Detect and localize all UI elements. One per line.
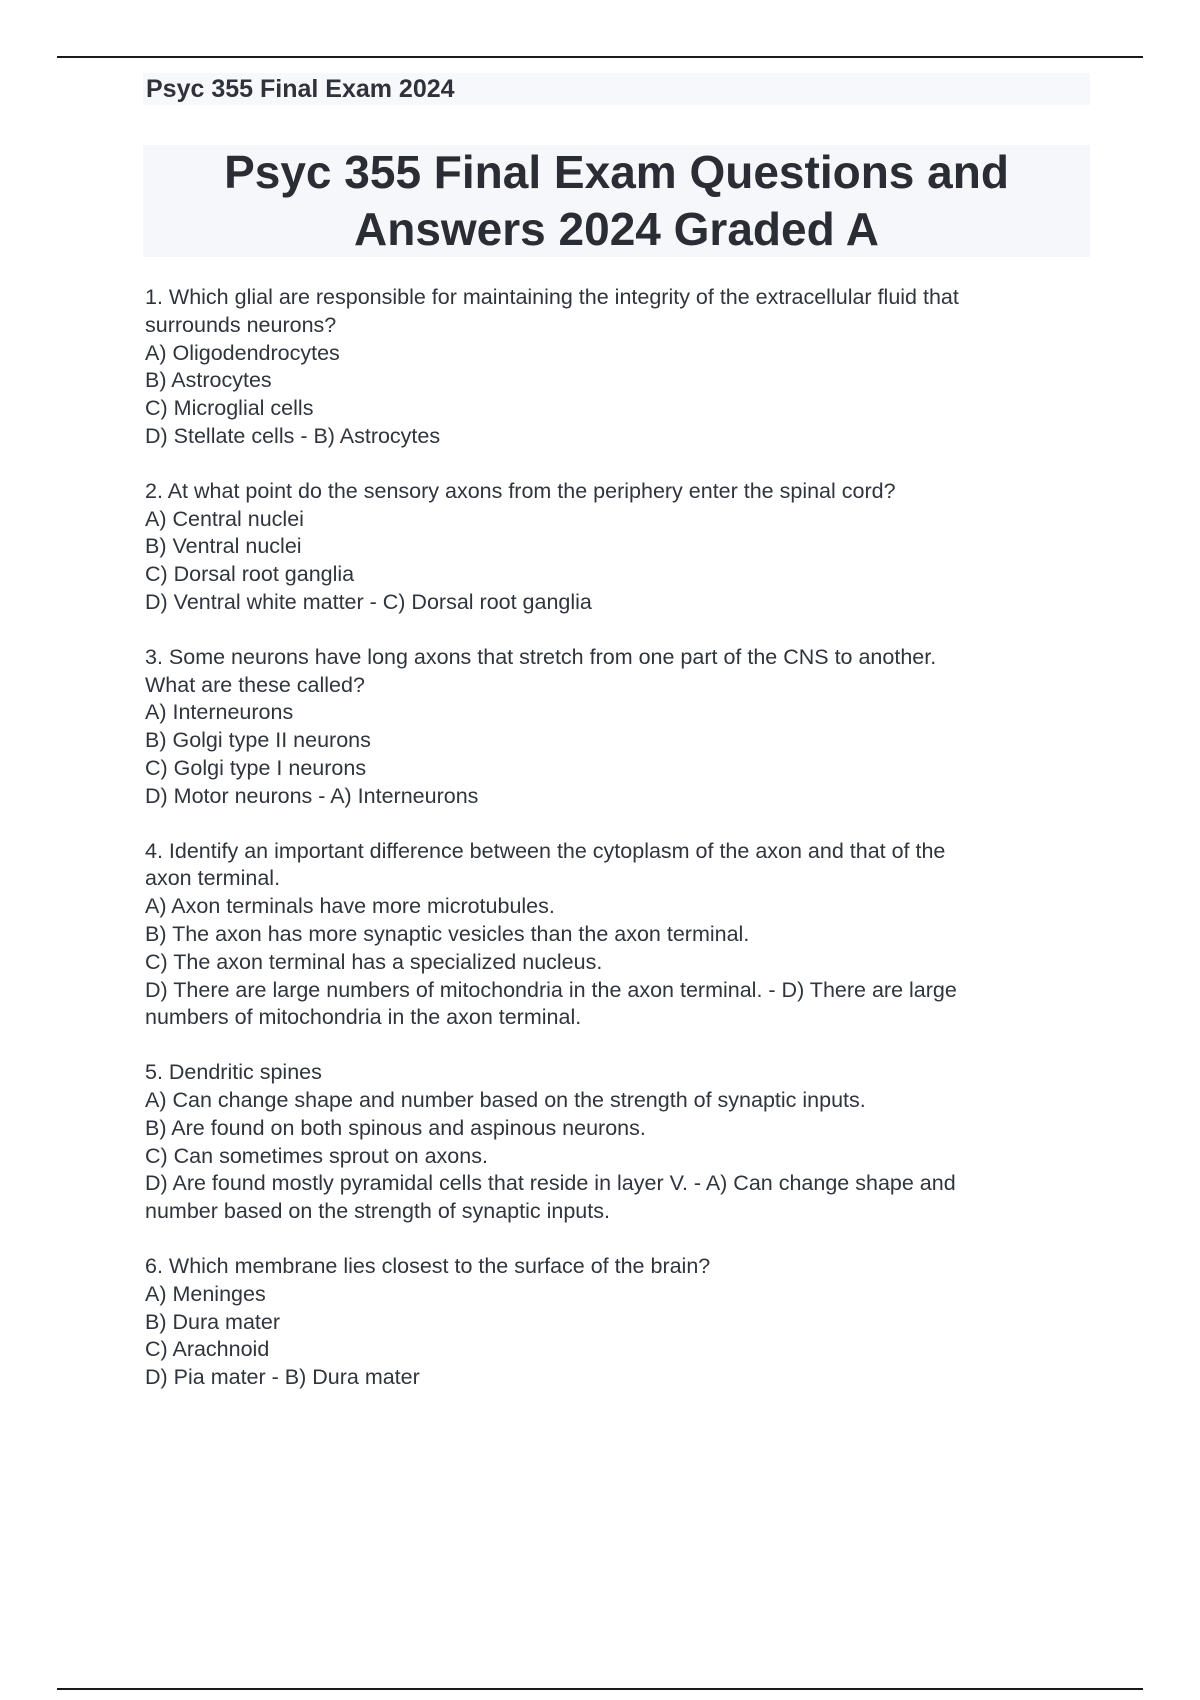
answer-option: C) Arachnoid xyxy=(145,1337,270,1362)
answer-option: C) The axon terminal has a specialized nucleus. xyxy=(145,949,603,974)
title-line-2: Answers 2024 Graded A xyxy=(354,203,879,255)
question-3 xyxy=(145,644,1085,811)
document-header: Psyc 355 Final Exam 2024 xyxy=(146,75,455,103)
answer-option-with-key: D) There are large numbers of mitochondria in the axon terminal. - D) There are large xyxy=(145,977,957,1002)
answer-option-with-key: D) Stellate cells - B) Astrocytes xyxy=(145,423,441,448)
answer-option: B) Are found on both spinous and aspinous neurons. xyxy=(145,1115,646,1140)
answer-option: A) Oligodendrocytes xyxy=(145,340,340,365)
answer-option: B) The axon has more synaptic vesicles than the axon terminal. xyxy=(145,921,750,946)
answer-option: B) Astrocytes xyxy=(145,368,272,393)
question-text: 3. Some neurons have long axons that stretch from one part of the CNS to another. xyxy=(145,644,937,669)
answer-option: C) Golgi type I neurons xyxy=(145,755,367,780)
question-2 xyxy=(145,478,1085,617)
answer-option: B) Golgi type II neurons xyxy=(145,728,371,753)
answer-option-with-key: D) Ventral white matter - C) Dorsal root ganglia xyxy=(145,589,592,614)
answer-option-with-key: D) Motor neurons - A) Interneurons xyxy=(145,783,479,808)
question-text: 2. At what point do the sensory axons from the periphery enter the spinal cord? xyxy=(145,478,896,503)
question-4 xyxy=(145,838,1085,1033)
question-1 xyxy=(145,284,1085,451)
answer-option: B) Dura mater xyxy=(145,1309,281,1334)
answer-option: A) Interneurons xyxy=(145,700,294,725)
questions-list xyxy=(145,284,1085,1419)
question-text: 4. Identify an important difference between the cytoplasm of the axon and that of the xyxy=(145,838,946,863)
answer-option: A) Can change shape and number based on the strength of synaptic inputs. xyxy=(145,1087,866,1112)
question-5 xyxy=(145,1059,1085,1226)
answer-option-with-key: D) Pia mater - B) Dura mater xyxy=(145,1365,420,1390)
answer-option-with-key: number based on the strength of synaptic inputs. xyxy=(145,1199,610,1224)
bottom-rule xyxy=(57,1688,1143,1690)
answer-option: A) Axon terminals have more microtubules. xyxy=(145,894,555,919)
answer-option-with-key: numbers of mitochondria in the axon terminal. xyxy=(145,1005,582,1030)
question-text: What are these called? xyxy=(145,672,365,697)
answer-option: A) Meninges xyxy=(145,1281,266,1306)
answer-option: C) Microglial cells xyxy=(145,396,314,421)
question-6 xyxy=(145,1253,1085,1392)
top-rule xyxy=(57,56,1143,58)
title-line-1: Psyc 355 Final Exam Questions and xyxy=(224,146,1009,198)
page-title xyxy=(143,144,1090,258)
answer-option: B) Ventral nuclei xyxy=(145,534,302,559)
answer-option: C) Can sometimes sprout on axons. xyxy=(145,1143,488,1168)
question-text: 6. Which membrane lies closest to the surface of the brain? xyxy=(145,1253,711,1278)
question-text: 1. Which glial are responsible for maintaining the integrity of the extracellular fluid that xyxy=(145,285,959,309)
question-text: axon terminal. xyxy=(145,866,281,891)
answer-option: C) Dorsal root ganglia xyxy=(145,562,355,587)
question-text: 5. Dendritic spines xyxy=(145,1060,322,1085)
question-text: surrounds neurons? xyxy=(145,312,337,337)
answer-option: A) Central nuclei xyxy=(145,506,304,531)
answer-option-with-key: D) Are found mostly pyramidal cells that reside in layer V. - A) Can change shape and xyxy=(145,1171,956,1196)
